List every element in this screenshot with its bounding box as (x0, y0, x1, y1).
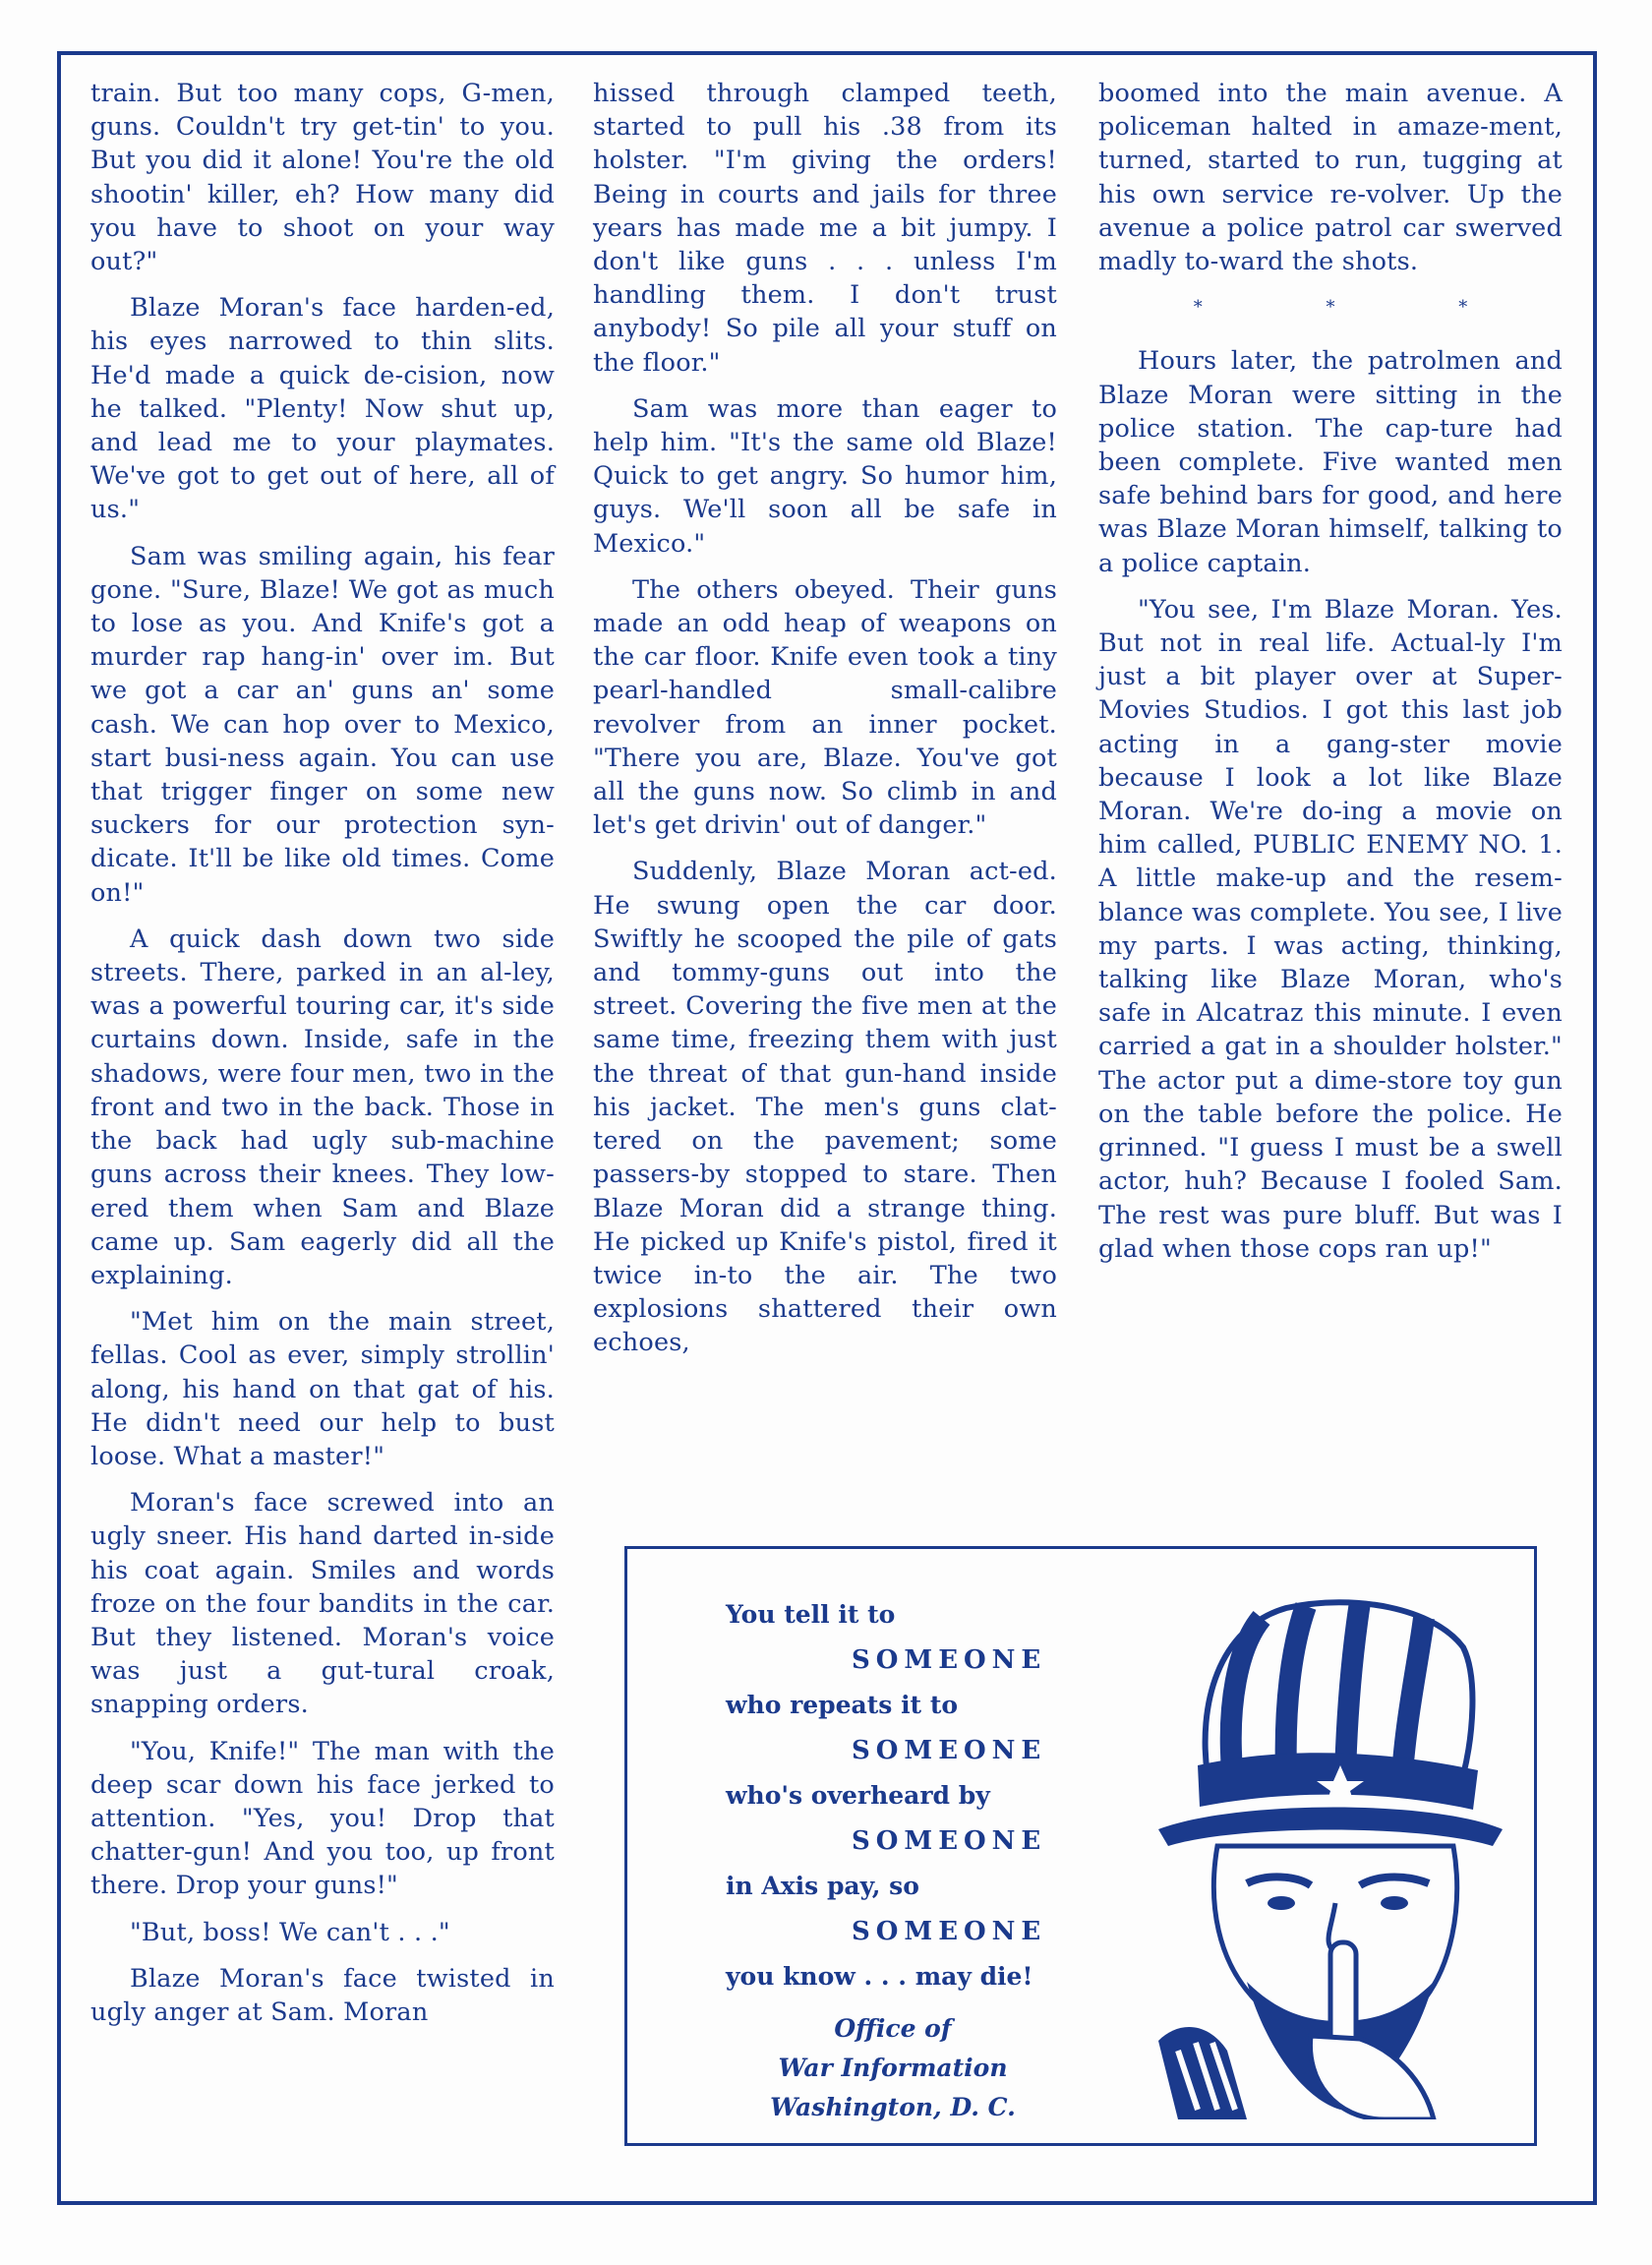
ad-text-line: in Axis pay, so (726, 1872, 919, 1900)
story-column-3 (1098, 77, 1563, 1279)
ad-office-line: War Information (778, 2054, 1008, 2082)
story-paragraph: train. But too many cops, G-men, guns. Couldn't try get-tin' to you. But you did it alone! You're the old shootin' killer, eh? How many did you have to shoot on your way out?" (90, 79, 555, 277)
ad-text-line: who repeats it to (726, 1691, 959, 1719)
story-paragraph: Blaze Moran's face twisted in ugly anger at Sam. Moran (90, 1963, 555, 2027)
ad-office-line: Office of (834, 2014, 952, 2043)
ad-slogan-lines (726, 1592, 1109, 1999)
story-paragraph: A quick dash down two side streets. There, parked in an al-ley, was a powerful touring car, it's side curtains down. Inside, safe in the shadows, were four men, two in the front and two in the back. Those in the back had ugly sub-machine guns across their knees. They low-ered them when Sam and Blaze came up. Sam eagerly did all the explaining. (90, 924, 555, 1290)
ad-text-line: who's overheard by (726, 1781, 990, 1810)
story-paragraph: Blaze Moran's face harden-ed, his eyes narrowed to thin slits. He'd made a quick de-cision, now he talked. "Plenty! Now shut up, and lead me to your playmates. We've got to get out of here, all of us." (90, 293, 555, 525)
ad-someone-line: SOMEONE (852, 1736, 1047, 1765)
story-paragraph: Sam was more than eager to help him. "It's the same old Blaze! Quick to get angry. So humor him, guys. We'll soon all be safe in Mexico." (593, 393, 1057, 559)
story-paragraph: Suddenly, Blaze Moran act-ed. He swung open the car door. Swiftly he scooped the pile of gats and tommy-guns out into the street. Covering the five men at the same time, freezing them with just the threat of that gun-hand inside his jacket. The men's guns clat-tered on the pavement; some passers-by stopped to stare. Then Blaze Moran did a strange thing. He picked up Knife's pistol, fired it twice in-to the air. The two explosions shattered their own echoes, (593, 857, 1057, 1358)
story-paragraph: hissed through clamped teeth, started to pull his .38 from its holster. "I'm giving the orders! Being in courts and jails for three years has made me a bit jumpy. I don't like guns . . . unless I'm handling them. I don't trust anybody! So pile all your stuff on the floor." (593, 79, 1057, 378)
story-paragraph: The others obeyed. Their guns made an odd heap of weapons on the car floor. Knife even took a tiny pearl-handled small-calibre revolver from an inner pocket. "There you are, Blaze. You've got all the guns now. So climb in and let's get drivin' out of danger." (593, 574, 1057, 841)
story-paragraph: "Met him on the main street, fellas. Cool as ever, simply strollin' along, his hand on that gat of his. He didn't need our help to bust loose. What a master!" (90, 1307, 555, 1471)
story-column-2 (593, 77, 1057, 1373)
ad-slogan (726, 1592, 1109, 2127)
ad-text-line: You tell it to (726, 1600, 896, 1629)
story-column-1 (90, 77, 555, 2042)
ad-someone-line: SOMEONE (852, 1645, 1047, 1675)
story-paragraph: boomed into the main avenue. A policeman halted in amaze-ment, turned, started to run, tugging at his own service re-volver. Up the avenue a police patrol car swerved madly to-ward the shots. (1098, 79, 1563, 277)
war-information-ad (624, 1546, 1537, 2146)
story-paragraph: Sam was smiling again, his fear gone. "Sure, Blaze! We got as much to lose as you. And Knife's got a murder rap hang-in' over im. But we got a car an' guns an' some cash. We can hop over to Mexico, start busi-ness again. You can use that trigger finger on some new suckers for our protection syn-dicate. It'll be like old times. Come on!" (90, 541, 555, 908)
ad-text-line: you know . . . may die! (726, 1962, 1033, 1991)
ad-office-credit (726, 2009, 1060, 2127)
ad-someone-line: SOMEONE (852, 1917, 1047, 1946)
ad-office-line: Washington, D. C. (770, 2093, 1016, 2121)
story-paragraph: "You, Knife!" The man with the deep scar down his face jerked to attention. "Yes, you! Drop that chatter-gun! And you too, up front there. Drop your guns!" (90, 1736, 555, 1901)
ad-someone-line: SOMEONE (852, 1826, 1047, 1856)
story-paragraph: "But, boss! We can't . . ." (130, 1917, 450, 1947)
story-paragraph: Hours later, the patrolmen and Blaze Moran were sitting in the police station. The cap-ture had been complete. Five wanted men safe behind bars for good, and here was Blaze Moran himself, talking to a police captain. (1098, 346, 1563, 578)
section-separator: * * * (1193, 297, 1527, 319)
story-column-3-part-1 (1098, 77, 1563, 278)
story-paragraph: Moran's face screwed into an ugly sneer. His hand darted in-side his coat again. Smiles and words froze on the four bandits in the car. But they listened. Moran's voice was just a gut-tural croak, snapping orders. (90, 1488, 555, 1720)
uncle-sam-shush-illustration (1139, 1588, 1512, 2119)
story-paragraph: "You see, I'm Blaze Moran. Yes. But not in real life. Actual-ly I'm just a bit player over at Super-Movies Studios. I got this last job acting in a gang-ster movie because I look a lot like Blaze Moran. We're do-ing a movie on him called, PUBLIC ENEMY NO. 1. A little make-up and the resem-blance was complete. You see, I live my parts. I was acting, thinking, talking like Blaze Moran, who's safe in Alcatraz this minute. I even carried a gat in a shoulder holster." The actor put a dime-store toy gun on the table before the police. He grinned. "I guess I must be a swell actor, huh? Because I fooled Sam. The rest was pure bluff. But was I glad when those cops ran up!" (1098, 594, 1563, 1264)
story-column-3-part-2 (1098, 344, 1563, 1265)
